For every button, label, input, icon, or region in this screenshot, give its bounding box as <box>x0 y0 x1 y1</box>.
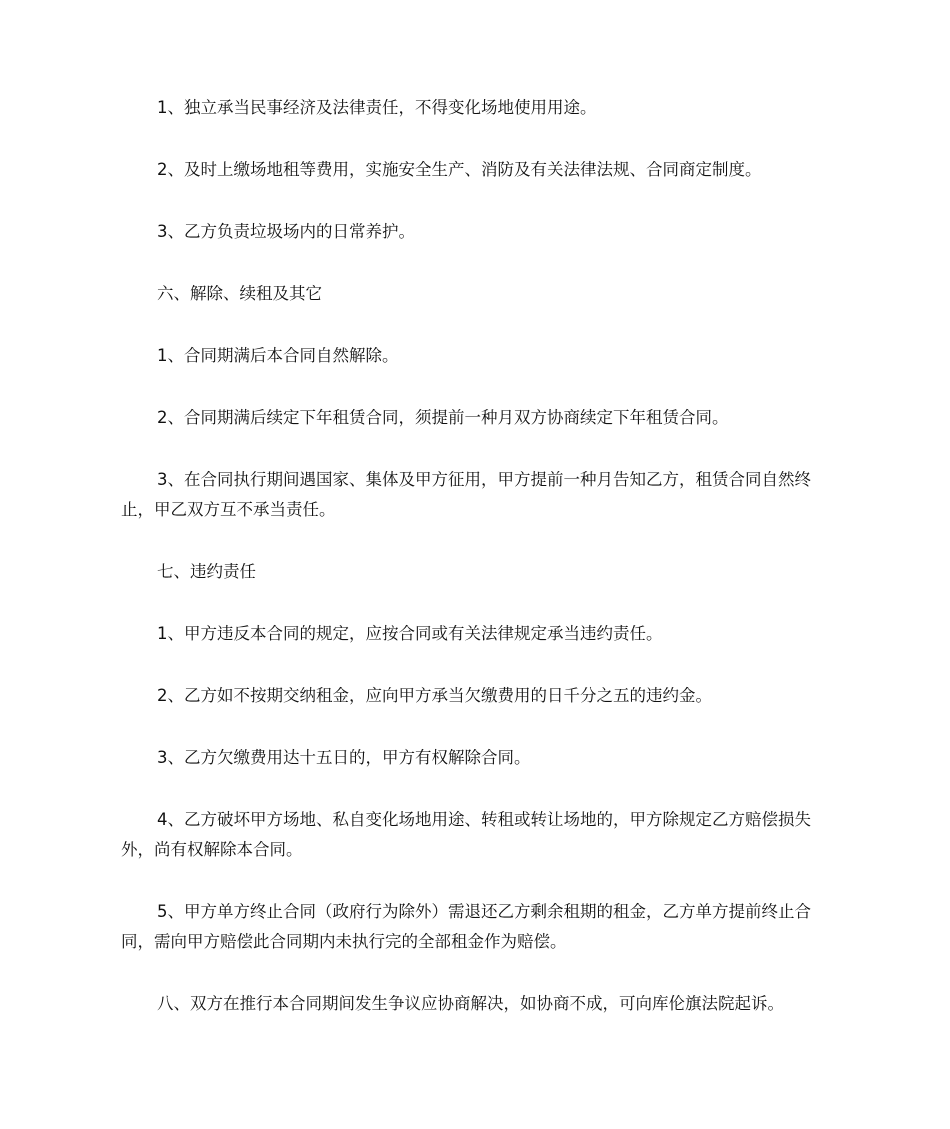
paragraph-item-8: 2、乙方如不按期交纳租金，应向甲方承当欠缴费用的日千分之五的违约金。 <box>157 686 712 705</box>
paragraph-item-11: 5、甲方单方终止合同（政府行为除外）需退还乙方剩余租期的租金，乙方单方提前终止合同，需向甲方赔偿此合同期内未执行完的全部租金作为赔偿。 <box>121 902 811 951</box>
paragraph-item-6: 3、在合同执行期间遇国家、集体及甲方征用，甲方提前一种月告知乙方，租赁合同自然终止，甲乙双方互不承当责任。 <box>121 470 811 519</box>
paragraph-item-5: 2、合同期满后续定下年租赁合同，须提前一种月双方协商续定下年租赁合同。 <box>157 408 729 427</box>
section-heading-7: 七、违约责任 <box>157 562 256 581</box>
paragraph-item-4: 1、合同期满后本合同自然解除。 <box>157 346 399 365</box>
paragraph-item-10: 4、乙方破坏甲方场地、私自变化场地用途、转租或转让场地的，甲方除规定乙方赔偿损失外，尚有权解除本合同。 <box>121 810 811 859</box>
paragraph-item-1: 1、独立承当民事经济及法律责任，不得变化场地使用用途。 <box>157 98 597 117</box>
section-heading-8: 八、双方在推行本合同期间发生争议应协商解决，如协商不成，可向库伦旗法院起诉。 <box>157 994 784 1013</box>
section-heading-6: 六、解除、续租及其它 <box>157 284 322 303</box>
paragraph-item-9: 3、乙方欠缴费用达十五日的，甲方有权解除合同。 <box>157 748 531 767</box>
paragraph-item-2: 2、及时上缴场地租等费用，实施安全生产、消防及有关法律法规、合同商定制度。 <box>157 160 762 179</box>
document-body <box>121 93 833 1051</box>
paragraph-item-7: 1、甲方违反本合同的规定，应按合同或有关法律规定承当违约责任。 <box>157 624 663 643</box>
paragraph-item-3: 3、乙方负责垃圾场内的日常养护。 <box>157 222 415 241</box>
